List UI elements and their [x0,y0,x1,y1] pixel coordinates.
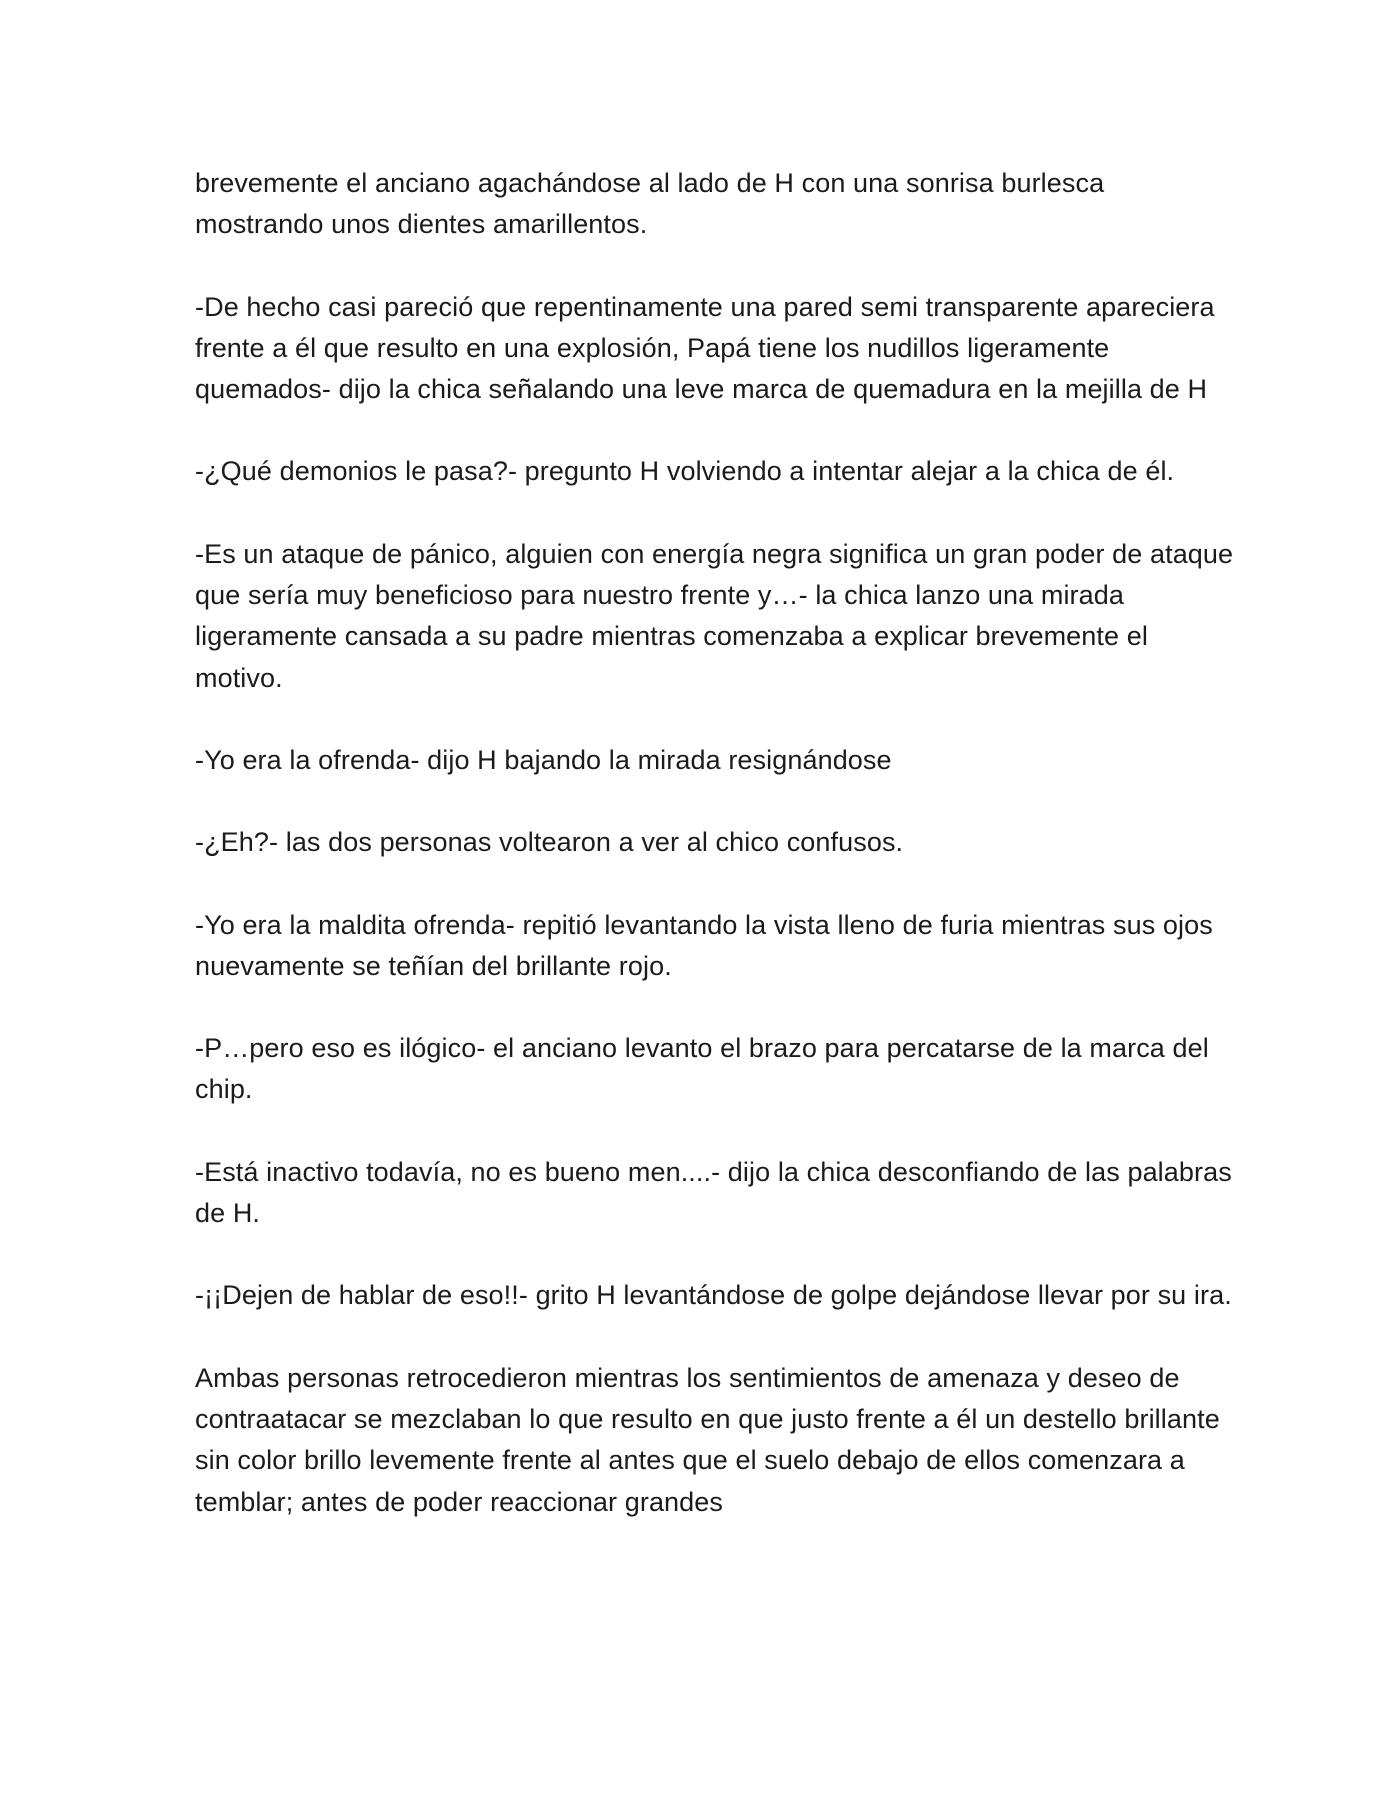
paragraph: -Yo era la maldita ofrenda- repitió levantando la vista lleno de furia mientras sus ojos nuevamente se teñían del brillante rojo. [195,909,1213,981]
paragraph: brevemente el anciano agachándose al lado de H con una sonrisa burlesca mostrando unos dientes amarillentos. [195,168,1105,240]
paragraph: -¿Qué demonios le pasa?- pregunto H volviendo a intentar alejar a la chica de él. [195,456,1175,487]
paragraph: Ambas personas retrocedieron mientras los sentimientos de amenaza y deseo de contraatacar se mezclaban lo que resulto en que justo frente a él un destello brillante sin color brillo levemente frente al antes que el suelo debajo de ellos comenzara a temblar; antes de poder reaccionar grandes [195,1362,1220,1517]
document-body [195,163,1235,1564]
paragraph: -Está inactivo todavía, no es bueno men....- dijo la chica desconfiando de las palabras de H. [195,1156,1232,1229]
paragraph: -Yo era la ofrenda- dijo H bajando la mirada resignándose [195,744,892,775]
paragraph: -De hecho casi pareció que repentinamente una pared semi transparente apareciera frente a él que resulto en una explosión, Papá tiene los nudillos ligeramente quemados- dijo la chica señalando una leve marca de quemadura en la mejilla de H [195,291,1215,405]
paragraph: -¿Eh?- las dos personas voltearon a ver al chico confusos. [195,827,904,858]
paragraph: -P…pero eso es ilógico- el anciano levanto el brazo para percatarse de la marca del chip. [195,1033,1209,1105]
paragraph: -Es un ataque de pánico, alguien con energía negra significa un gran poder de ataque que sería muy beneficioso para nuestro frente y…- la chica lanzo una mirada ligeramente cansada a su padre mientras comenzaba a explicar brevemente el motivo. [195,538,1234,693]
paragraph: -¡¡Dejen de hablar de eso!!- grito H levantándose de golpe dejándose llevar por su ira. [195,1280,1232,1311]
